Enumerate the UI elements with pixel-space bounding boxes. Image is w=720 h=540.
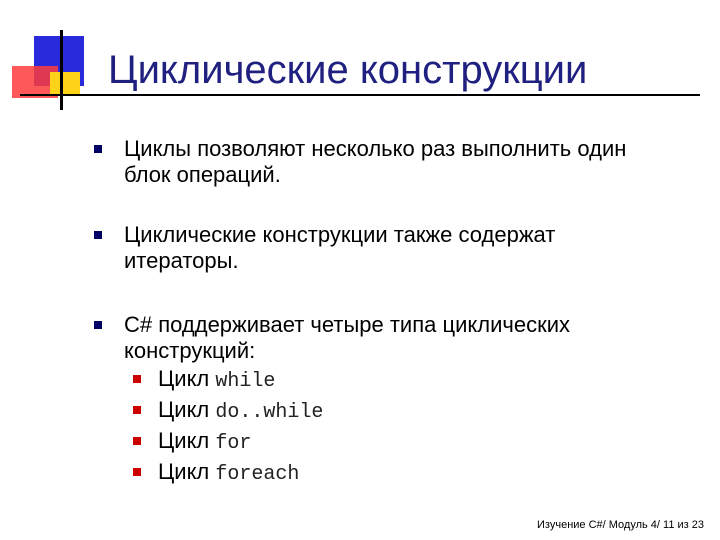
sub-bullet-text [158, 457, 299, 490]
bullet-text-line: блок операций. [124, 162, 281, 187]
sub-bullet-item [0, 426, 720, 458]
bullet-marker [94, 321, 102, 329]
sub-bullet-text [158, 395, 323, 428]
decorative-logo [0, 0, 110, 110]
sub-bullet-item [0, 364, 720, 396]
title-underline [20, 94, 700, 96]
slide-title: Циклические конструкции [108, 48, 588, 92]
loop-word: Цикл [158, 397, 210, 422]
bullet-text [124, 136, 694, 188]
bullet-text [124, 312, 694, 364]
loop-word: Цикл [158, 366, 210, 391]
sub-bullet-text [158, 426, 251, 459]
sub-bullet-item [0, 395, 720, 427]
sub-bullet-marker [133, 406, 141, 414]
bullet-text-line: Циклы позволяют несколько раз выполнить один [124, 136, 627, 161]
slide-footer: Изучение C#/ Модуль 4/ 11 из 23 [537, 519, 704, 531]
loop-word: Цикл [158, 428, 210, 453]
bullet-text-line: итераторы. [124, 248, 239, 273]
sub-bullet-marker [133, 437, 141, 445]
sub-bullet-item [0, 457, 720, 489]
logo-vertical-line [60, 30, 63, 110]
loop-keyword: do..while [215, 401, 324, 424]
bullet-text [124, 222, 694, 274]
logo-yellow-square [50, 72, 80, 94]
sub-bullet-marker [133, 468, 141, 476]
loop-word: Цикл [158, 459, 210, 484]
bullet-text-line: Циклические конструкции также содержат [124, 222, 556, 247]
bullet-marker [94, 145, 102, 153]
loop-keyword: while [215, 370, 276, 393]
sub-bullet-marker [133, 375, 141, 383]
bullet-text-line: конструкций: [124, 338, 256, 363]
loop-keyword: foreach [215, 463, 300, 486]
bullet-marker [94, 231, 102, 239]
bullet-text-line: C# поддерживает четыре типа циклических [124, 312, 570, 337]
loop-keyword: for [215, 432, 252, 455]
sub-bullet-text [158, 364, 275, 397]
